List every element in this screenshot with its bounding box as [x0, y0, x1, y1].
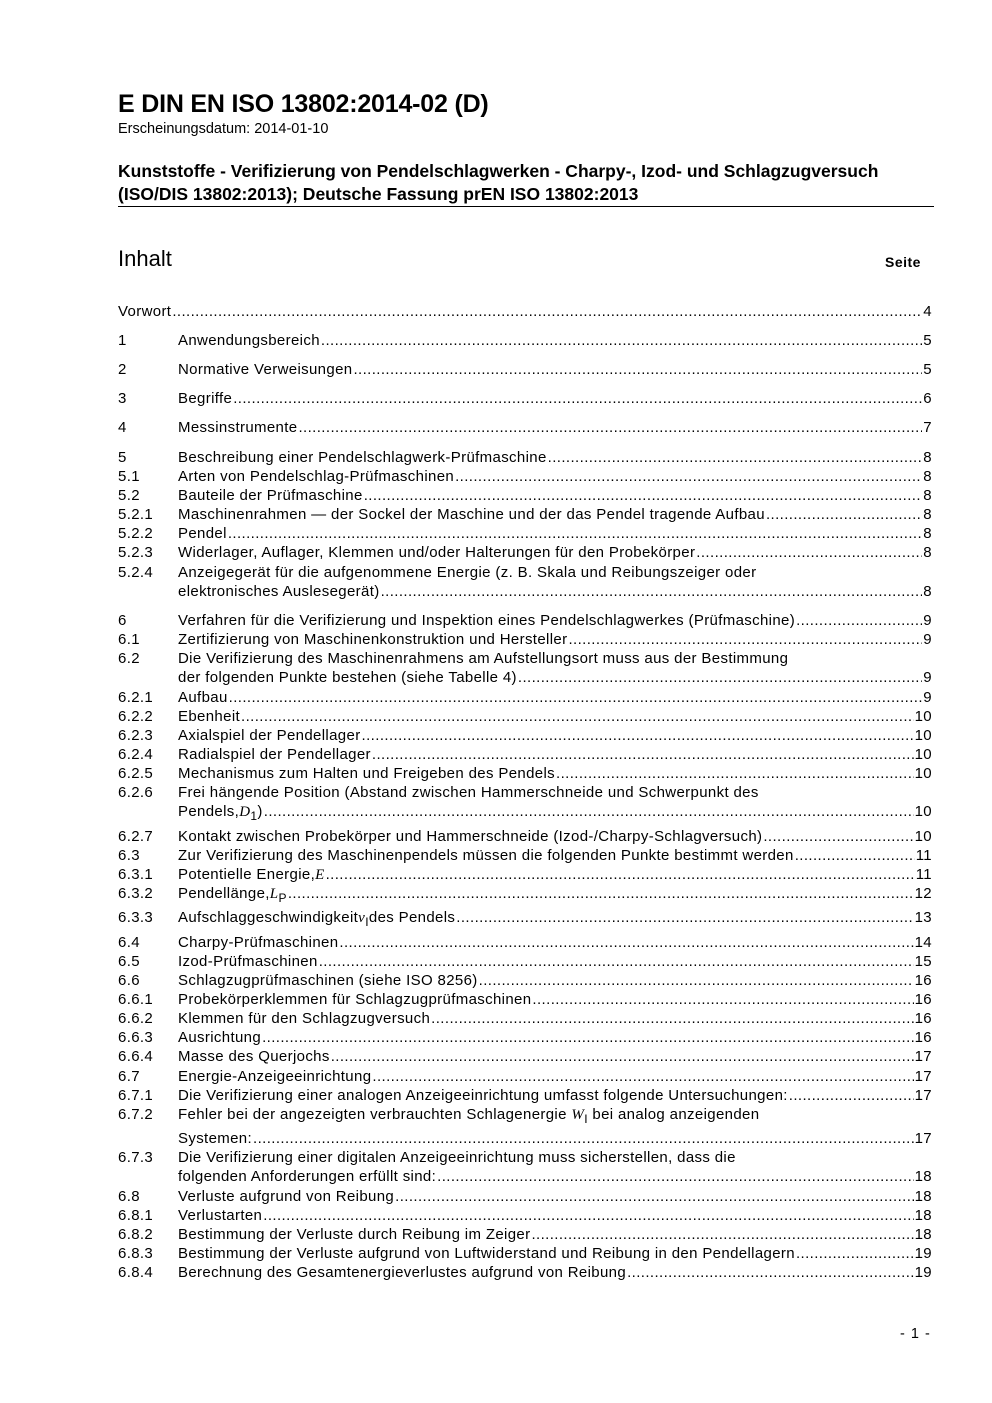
math-subscript: 1	[250, 809, 258, 823]
toc-entry-title: Verlustarten	[178, 1207, 263, 1224]
toc-leader-dots	[431, 1009, 913, 1028]
toc-entry-title: Bauteile der Prüfmaschine	[178, 487, 363, 504]
toc-entry-title: Ausrichtung	[178, 1029, 262, 1046]
toc-entry-page: 8	[923, 468, 932, 485]
toc-entry-body	[178, 418, 932, 437]
toc-entry-number: 6	[118, 612, 127, 629]
toc-entry-title: Berechnung des Gesamtenergieverlustes aufgrund von Reibung	[178, 1264, 627, 1281]
toc-entry-page: 19	[914, 1264, 932, 1281]
toc-entry-number: 6.3.3	[118, 909, 154, 926]
toc-entry-number: 6.2.6	[118, 784, 154, 801]
toc-entry-title: Arten von Pendelschlag-Prüfmaschinen	[178, 468, 455, 485]
math-subscript: I	[584, 1112, 588, 1126]
toc-entry-title-part: des Pendels	[368, 909, 456, 926]
toc-entry-title: Die Verifizierung einer analogen Anzeigeeinrichtung umfasst folgende Untersuchungen:	[178, 1087, 788, 1104]
toc-entry-title-part: Frei hängende Position (Abstand zwischen Hammerschneide und Schwerpunkt des	[178, 784, 759, 801]
toc-entry-title: Systemen:	[178, 1130, 253, 1147]
toc-entry-number: 6.2.4	[118, 746, 154, 763]
toc-entry-page: 17	[914, 1130, 932, 1147]
toc-entry-body	[178, 1047, 932, 1066]
toc-leader-dots	[339, 933, 913, 952]
toc-entry-line	[178, 1225, 932, 1244]
toc-leader-dots	[479, 971, 914, 990]
toc-entry-number: 5.2.2	[118, 525, 154, 542]
toc-entry-page: 11	[915, 866, 932, 883]
toc-leader-dots	[326, 865, 915, 884]
toc-entry-body	[178, 971, 932, 990]
toc-entry-page: 10	[914, 727, 932, 744]
toc-leader-dots	[262, 1028, 914, 1047]
toc-entry-body	[178, 1187, 932, 1206]
toc-leader-dots	[532, 990, 913, 1009]
toc-leader-dots	[395, 1187, 913, 1206]
toc-entry-page: 4	[923, 303, 932, 320]
toc-entry-body	[178, 827, 932, 846]
toc-entry-title: Aufschlaggeschwindigkeit	[178, 909, 359, 926]
toc-entry-body	[178, 1225, 932, 1244]
toc-entry-page: 8	[923, 506, 932, 523]
toc-entry-number: 6.2.2	[118, 708, 154, 725]
toc-entry-body	[178, 846, 932, 865]
toc-entry-page: 16	[914, 972, 932, 989]
toc-entry-line	[178, 865, 932, 884]
toc-entry-number: 6.2.3	[118, 727, 154, 744]
toc-entry-line	[178, 933, 932, 952]
toc-entry-number: 6.6.1	[118, 991, 154, 1008]
toc-entry-body	[118, 302, 932, 321]
toc-leader-dots	[796, 611, 922, 630]
toc-entry-number: 6.8.1	[118, 1207, 154, 1224]
title-divider	[118, 206, 934, 207]
toc-entry-page: 17	[914, 1068, 932, 1085]
toc-entry-line	[178, 467, 932, 486]
toc-entry-page: 18	[914, 1168, 932, 1185]
toc-entry-number: 4	[118, 419, 127, 436]
toc-entry-body	[178, 1263, 932, 1282]
toc-entry-number: 6.2	[118, 650, 140, 667]
toc-entry-title: Izod-Prüfmaschinen	[178, 953, 318, 970]
toc-entry-body	[178, 524, 932, 543]
toc-entry-line	[178, 846, 932, 865]
toc-entry-number: 6.3	[118, 847, 140, 864]
toc-entry-page: 10	[914, 765, 932, 782]
toc-entry-title: Maschinenrahmen — der Sockel der Maschine und der das Pendel tragende Aufbau	[178, 506, 765, 523]
toc-entry-number: 3	[118, 390, 127, 407]
toc-entry-body	[178, 1028, 932, 1047]
toc-entry-body	[178, 505, 932, 524]
toc-entry-line	[178, 389, 932, 408]
toc-entry-line	[178, 884, 932, 903]
toc-leader-dots	[228, 524, 922, 543]
toc-entry-number: 6.2.1	[118, 689, 154, 706]
toc-entry-number: 6.8	[118, 1188, 140, 1205]
toc-entry-line	[178, 448, 932, 467]
toc-entry-title: Radialspiel der Pendellager	[178, 746, 371, 763]
toc-entry-title: Zertifizierung von Maschinenkonstruktion und Hersteller	[178, 631, 568, 648]
toc-entry-title: Bestimmung der Verluste durch Reibung im Zeiger	[178, 1226, 531, 1243]
toc-entry-line	[178, 505, 932, 524]
math-symbol: $L_P$	[269, 886, 287, 905]
toc-entry-body	[178, 1086, 932, 1105]
math-symbol: E	[315, 867, 325, 883]
toc-leader-dots	[253, 1129, 914, 1148]
toc-entry-title: Charpy-Prüfmaschinen	[178, 934, 339, 951]
toc-entry-page: 17	[914, 1048, 932, 1065]
toc-entry-line	[178, 726, 932, 745]
toc-entry-number: 5.1	[118, 468, 140, 485]
toc-entry-number: 6.2.7	[118, 828, 154, 845]
toc-entry-page: 17	[914, 1087, 932, 1104]
toc-leader-dots	[548, 448, 923, 467]
math-symbol: $W_I$	[571, 1107, 588, 1126]
toc-entry-title: Bestimmung der Verluste aufgrund von Luftwiderstand und Reibung in den Pendellagern	[178, 1245, 795, 1262]
toc-leader-dots	[372, 1067, 913, 1086]
toc-entry-page: 9	[923, 612, 932, 629]
page-number: - 1 -	[900, 1326, 931, 1342]
toc-entry-number: 6.8.2	[118, 1226, 154, 1243]
toc-entry-title: Verfahren für die Verifizierung und Inspektion eines Pendelschlagwerkes (Prüfmaschine)	[178, 612, 796, 629]
toc-entry-page: 5	[923, 332, 932, 349]
toc-entry-body	[178, 908, 932, 927]
toc-entry-body	[178, 1244, 932, 1263]
toc-entry-body	[178, 745, 932, 764]
toc-entry-number: 6.2.5	[118, 765, 154, 782]
toc-entry-title-part: Anzeigegerät für die aufgenommene Energie (z. B. Skala und Reibungszeiger oder	[178, 564, 757, 581]
toc-leader-dots	[364, 486, 923, 505]
toc-entry-number: 5	[118, 449, 127, 466]
toc-entry-line	[178, 524, 932, 543]
toc-entry-title-part: Fehler bei der angezeigten verbrauchten Schlagenergie	[178, 1106, 572, 1123]
toc-entry-line	[178, 688, 932, 707]
toc-leader-dots	[264, 802, 914, 821]
toc-entry-line	[178, 1263, 932, 1282]
toc-leader-dots	[241, 707, 914, 726]
toc-leader-dots	[381, 582, 923, 601]
toc-entry-line	[178, 582, 932, 601]
toc-entry-title: Pendel	[178, 525, 227, 542]
toc-entry-body	[178, 467, 932, 486]
toc-entry-page: 18	[914, 1188, 932, 1205]
toc-entry-title-part: Die Verifizierung einer digitalen Anzeigeeinrichtung muss sicherstellen, dass die	[178, 1149, 736, 1166]
toc-leader-dots	[263, 1206, 913, 1225]
toc-entry-title: Axialspiel der Pendellager	[178, 727, 361, 744]
toc-entry-line	[178, 611, 932, 630]
toc-entry-page: 14	[914, 934, 932, 951]
toc-leader-dots	[233, 389, 922, 408]
toc-entry-title: der folgenden Punkte bestehen (siehe Tabelle 4)	[178, 669, 517, 686]
toc-entry-title: Widerlager, Auflager, Klemmen und/oder Halterungen für den Probekörper	[178, 544, 696, 561]
toc-entry-body	[178, 1067, 932, 1086]
toc-entry-title: folgenden Anforderungen erfüllt sind:	[178, 1168, 437, 1185]
toc-entry-number: 6.3.2	[118, 885, 154, 902]
toc-entry-page: 8	[923, 449, 932, 466]
toc-entry-line	[178, 668, 932, 687]
toc-entry-page: 5	[923, 361, 932, 378]
toc-entry-title: Pendellänge,	[178, 885, 270, 902]
toc-entry-line	[178, 990, 932, 1009]
document-title: E DIN EN ISO 13802:2014-02 (D)	[118, 90, 489, 118]
toc-entry-title-part: bei analog anzeigenden	[587, 1106, 760, 1123]
toc-entry-title: Verluste aufgrund von Reibung	[178, 1188, 395, 1205]
toc-leader-dots	[437, 1167, 913, 1186]
toc-entry-body	[178, 1148, 932, 1186]
toc-entry-line	[178, 331, 932, 350]
toc-entry-body	[178, 726, 932, 745]
toc-entry-number: 6.4	[118, 934, 140, 951]
toc-entry-title: Potentielle Energie,	[178, 866, 316, 883]
toc-leader-dots	[288, 884, 914, 903]
math-symbol: $D_1$	[239, 804, 258, 823]
toc-entry-page: 12	[914, 885, 932, 902]
toc-leader-dots	[789, 1086, 914, 1105]
toc-entry-page: 18	[914, 1207, 932, 1224]
toc-leader-dots	[796, 1244, 914, 1263]
math-symbol: $v_I$	[358, 910, 369, 929]
toc-leader-dots	[518, 668, 922, 687]
toc-page-heading: Seite	[885, 254, 921, 270]
toc-entry-title: Probekörperklemmen für Schlagzugprüfmaschinen	[178, 991, 532, 1008]
toc-entry-line	[178, 1187, 932, 1206]
toc-entry-body	[178, 331, 932, 350]
toc-entry-page: 18	[914, 1226, 932, 1243]
toc-entry-page: 6	[923, 390, 932, 407]
toc-entry-page: 8	[923, 487, 932, 504]
toc-entry-page: 13	[914, 909, 932, 926]
toc-entry-body	[178, 952, 932, 971]
toc-entry-line	[178, 1028, 932, 1047]
toc-entry-title-line	[178, 649, 932, 668]
toc-entry-line	[178, 1129, 932, 1148]
toc-entry-title: elektronisches Auslesegerät)	[178, 583, 380, 600]
toc-entry-page: 10	[914, 828, 932, 845]
toc-entry-page: 10	[914, 803, 932, 820]
toc-leader-dots	[556, 764, 914, 783]
toc-entry-line	[178, 707, 932, 726]
toc-entry-number: 6.7.3	[118, 1149, 154, 1166]
toc-entry-body	[178, 486, 932, 505]
toc-entry-page: 19	[914, 1245, 932, 1262]
toc-entry-line	[178, 1067, 932, 1086]
toc-entry-body	[178, 1206, 932, 1225]
toc-entry-line	[178, 418, 932, 437]
toc-leader-dots	[766, 505, 922, 524]
toc-entry-line	[178, 908, 932, 927]
toc-entry-line	[178, 1009, 932, 1028]
toc-entry-number: 6.7.1	[118, 1087, 154, 1104]
toc-entry-title: Kontakt zwischen Probekörper und Hammerschneide (Izod-/Charpy-Schlagversuch)	[178, 828, 763, 845]
toc-entry-title-line	[178, 783, 932, 802]
toc-entry-title: Aufbau	[178, 689, 228, 706]
toc-entry-body	[178, 884, 932, 903]
toc-entry-line	[178, 1206, 932, 1225]
toc-entry-body	[178, 933, 932, 952]
toc-entry-line	[178, 971, 932, 990]
toc-entry-line	[178, 1047, 932, 1066]
toc-entry-number: 6.1	[118, 631, 140, 648]
toc-entry-body	[178, 1105, 932, 1148]
toc-entry-number: 5.2	[118, 487, 140, 504]
toc-entry-title: Masse des Querjochs	[178, 1048, 330, 1065]
toc-entry-title: Normative Verweisungen	[178, 361, 353, 378]
toc-entry-title: Ebenheit	[178, 708, 241, 725]
toc-entry-line	[178, 360, 932, 379]
toc-entry-body	[178, 783, 932, 821]
toc-entry-number: 5.2.1	[118, 506, 154, 523]
toc-entry-body	[178, 688, 932, 707]
toc-entry-line	[178, 486, 932, 505]
toc-entry-title: Schlagzugprüfmaschinen (siehe ISO 8256)	[178, 972, 478, 989]
toc-entry-number: 6.7	[118, 1068, 140, 1085]
toc-entry-title: Energie-Anzeigeeinrichtung	[178, 1068, 372, 1085]
toc-entry-page: 16	[914, 1010, 932, 1027]
toc-leader-dots	[456, 908, 913, 927]
toc-leader-dots	[353, 360, 922, 379]
math-subscript: P	[278, 891, 287, 905]
toc-leader-dots	[568, 630, 922, 649]
toc-entry-line	[178, 802, 932, 821]
toc-entry-body	[178, 630, 932, 649]
toc-entry-number: 6.8.4	[118, 1264, 154, 1281]
toc-entry-number: 6.5	[118, 953, 140, 970]
toc-entry-page: 16	[914, 991, 932, 1008]
toc-leader-dots	[696, 543, 922, 562]
toc-entry-title: Messinstrumente	[178, 419, 298, 436]
toc-entry-body	[178, 865, 932, 884]
toc-entry-page: 8	[923, 583, 932, 600]
math-subscript: I	[365, 915, 369, 929]
toc-entry-body	[178, 448, 932, 467]
toc-entry-page: 9	[923, 631, 932, 648]
toc-entry-number: 6.6.3	[118, 1029, 154, 1046]
toc-leader-dots	[763, 827, 913, 846]
toc-entry-number: 5.2.4	[118, 564, 154, 581]
toc-entry-number: 5.2.3	[118, 544, 154, 561]
toc-entry-body	[178, 764, 932, 783]
toc-entry-title: Beschreibung einer Pendelschlagwerk-Prüfmaschine	[178, 449, 547, 466]
publication-date: Erscheinungsdatum: 2014-01-10	[118, 121, 329, 137]
toc-entry-title: Vorwort	[118, 303, 172, 320]
toc-entry-page: 7	[923, 419, 932, 436]
toc-entry-body	[178, 360, 932, 379]
toc-entry-page: 11	[915, 847, 932, 864]
toc-entry-body	[178, 707, 932, 726]
toc-entry-line	[118, 302, 932, 321]
toc-heading: Inhalt	[118, 246, 172, 271]
toc-entry-line	[178, 630, 932, 649]
toc-entry-line	[178, 543, 932, 562]
toc-entry-number: 1	[118, 332, 127, 349]
toc-entry-page: 9	[923, 689, 932, 706]
toc-entry-line	[178, 1086, 932, 1105]
toc-entry-title: Klemmen für den Schlagzugversuch	[178, 1010, 431, 1027]
toc-entry-title-line	[178, 563, 932, 582]
toc-entry-title-line	[178, 1105, 932, 1129]
toc-leader-dots	[321, 331, 922, 350]
toc-entry-line	[178, 1244, 932, 1263]
toc-leader-dots	[298, 418, 922, 437]
toc-entry-title: Zur Verifizierung des Maschinenpendels müssen die folgenden Punkte bestimmt werden	[178, 847, 794, 864]
toc-entry-number: 6.6.4	[118, 1048, 154, 1065]
toc-entry-line	[178, 764, 932, 783]
toc-entry-number: 6.3.1	[118, 866, 154, 883]
toc-entry-page: 9	[923, 669, 932, 686]
toc-leader-dots	[362, 726, 914, 745]
toc-entry-line	[178, 952, 932, 971]
toc-leader-dots	[319, 952, 914, 971]
toc-leader-dots	[172, 302, 922, 321]
toc-leader-dots	[795, 846, 915, 865]
toc-entry-number: 6.7.2	[118, 1106, 154, 1123]
toc-entry-page: 15	[914, 953, 932, 970]
toc-entry-title-part: Die Verifizierung des Maschinenrahmens am Aufstellungsort muss aus der Bestimmung	[178, 650, 789, 667]
toc-entry-number: 6.6.2	[118, 1010, 154, 1027]
toc-entry-page: 16	[914, 1029, 932, 1046]
toc-entry-line	[178, 827, 932, 846]
toc-entry-number: 2	[118, 361, 127, 378]
toc-leader-dots	[627, 1263, 914, 1282]
toc-entry-title: Anwendungsbereich	[178, 332, 320, 349]
toc-entry-number: 6.6	[118, 972, 140, 989]
toc-entry-number: 6.8.3	[118, 1245, 154, 1262]
toc-entry-body	[178, 389, 932, 408]
toc-entry-line	[178, 1167, 932, 1186]
toc-leader-dots	[455, 467, 922, 486]
document-subtitle: Kunststoffe - Verifizierung von Pendelschlagwerken - Charpy-, Izod- und Schlagzugversuch (ISO/DIS 13802:2013); Deutsche Fassung prEN ISO 13802:2013	[118, 161, 879, 204]
toc-leader-dots	[331, 1047, 914, 1066]
toc-entry-body	[178, 611, 932, 630]
toc-entry-title-line	[178, 1148, 932, 1167]
toc-entry-page: 10	[914, 746, 932, 763]
toc-entry-body	[178, 563, 932, 601]
toc-entry-page: 8	[923, 525, 932, 542]
toc-entry-title-part: )	[257, 803, 263, 820]
toc-entry-body	[178, 543, 932, 562]
toc-entry-line	[178, 745, 932, 764]
toc-leader-dots	[372, 745, 914, 764]
toc-leader-dots	[229, 688, 923, 707]
toc-entry-body	[178, 649, 932, 687]
toc-entry-title: Begriffe	[178, 390, 233, 407]
toc-entry-page: 10	[914, 708, 932, 725]
toc-entry-title: Pendels,	[178, 803, 240, 820]
toc-entry-body	[178, 990, 932, 1009]
toc-entry-page: 8	[923, 544, 932, 561]
toc-entry-title: Mechanismus zum Halten und Freigeben des Pendels	[178, 765, 555, 782]
toc-leader-dots	[531, 1225, 913, 1244]
toc-entry-body	[178, 1009, 932, 1028]
